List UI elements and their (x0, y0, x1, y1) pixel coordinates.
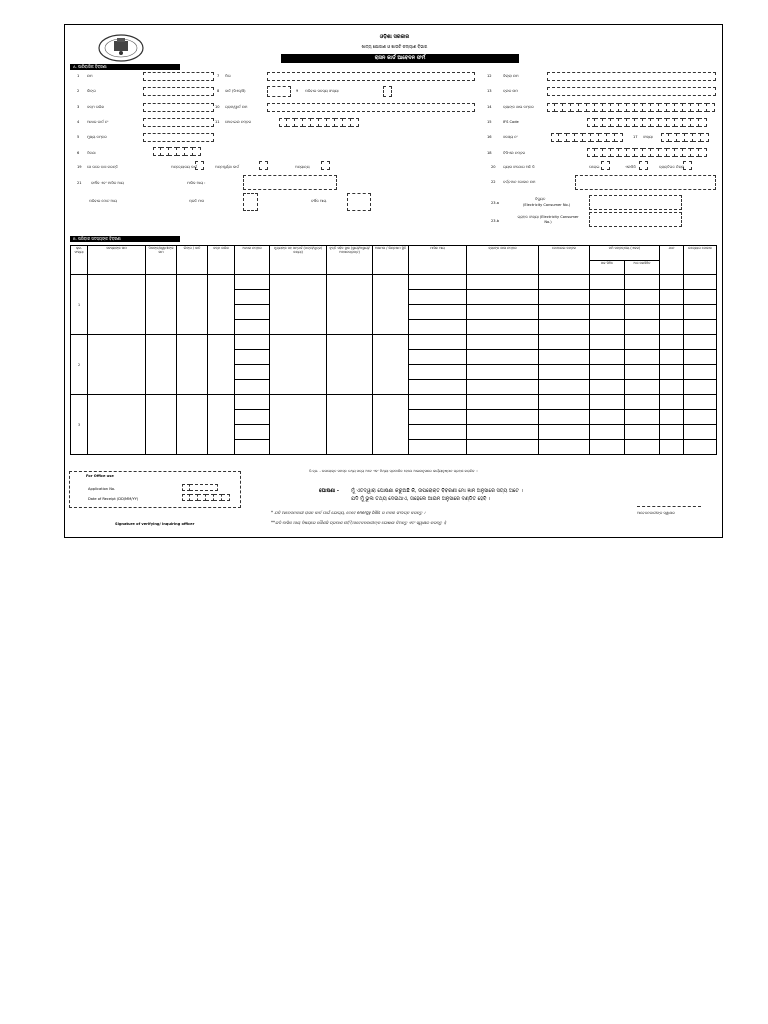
member-cell[interactable] (684, 425, 717, 440)
member-cell[interactable] (539, 440, 590, 455)
member-cell[interactable] (660, 335, 684, 350)
member-cell[interactable] (270, 275, 327, 335)
member-cell[interactable] (625, 440, 660, 455)
member-cell[interactable] (146, 395, 177, 455)
q2-label: ଲିଙ୍ଗ (87, 89, 96, 93)
member-cell[interactable] (235, 440, 270, 455)
member-cell[interactable] (590, 425, 625, 440)
member-cell[interactable] (373, 275, 409, 335)
member-cell[interactable] (625, 365, 660, 380)
aadhaar-input[interactable] (143, 118, 214, 127)
gov-title: ଓଡ଼ିଶା ସରକାର (379, 34, 410, 40)
application-no-label: Application No. (88, 487, 116, 491)
member-cell[interactable] (684, 335, 717, 350)
member-cell[interactable] (409, 425, 467, 440)
member-number-cells[interactable] (551, 133, 623, 142)
application-no-cells[interactable] (182, 484, 218, 491)
q10-num: 10 (215, 105, 220, 109)
member-cell[interactable] (684, 320, 717, 335)
member-cell[interactable] (467, 380, 539, 395)
q7-num: 7 (217, 74, 220, 78)
member-cell[interactable] (539, 320, 590, 335)
col-header-income: ମାସିକ ଆୟ (409, 246, 467, 275)
member-cell[interactable] (660, 275, 684, 290)
col-header-business: ଉଦ୍ୟୋଗ ଦୋକାନ (684, 246, 717, 275)
member-cell[interactable] (177, 335, 208, 395)
ifsc-cells[interactable] (587, 118, 707, 127)
q12-label: ଜିଲ୍ଲା ନାମ (503, 74, 519, 78)
q14-label: ବ୍ୟାଙ୍କ ଖାତା ନମ୍ବର (503, 105, 534, 109)
member-cell[interactable] (660, 425, 684, 440)
member-cell[interactable] (146, 335, 177, 395)
caste-input[interactable] (267, 86, 291, 97)
member-cell[interactable] (235, 425, 270, 440)
member-cell[interactable] (539, 275, 590, 290)
member-cell[interactable] (684, 350, 717, 365)
member-cell[interactable] (88, 335, 146, 395)
members-table (70, 245, 717, 455)
member-cell[interactable] (146, 275, 177, 335)
member-cell[interactable] (409, 350, 467, 365)
q9-num: 9 (296, 89, 299, 93)
dept-title: ଖାଦ୍ୟ ଯୋଗାଣ ଓ ଖାଉଟି କଲ୍ୟାଣ ବିଭାଗ (361, 44, 428, 49)
members-count-box[interactable] (383, 86, 392, 97)
member-cell[interactable] (235, 275, 270, 290)
member-serial: 1 (71, 275, 88, 335)
officer-signature-label: Signature of verifying/ inquiring officer (115, 522, 195, 526)
q3-num: 3 (77, 105, 80, 109)
member-cell[interactable] (590, 275, 625, 290)
q16-num: 16 (487, 135, 492, 139)
q19-option-1: ଅନ୍ତ୍ୟୋଦୟ କାର୍ଡ (171, 165, 198, 169)
q9-label: ପରିବାର ସଦସ୍ୟ ସଂଖ୍ୟା (305, 89, 339, 93)
q6-num: 6 (77, 151, 80, 155)
member-cell[interactable] (235, 365, 270, 380)
member-cell[interactable] (625, 350, 660, 365)
mobile-cells[interactable] (279, 118, 359, 127)
q17-num: 17 (633, 135, 638, 139)
electricity-consumer-input-b[interactable] (589, 212, 682, 227)
q8-label: ଜାତି (ସିଏସ୍/ସି) (225, 89, 246, 93)
member-cell[interactable] (235, 320, 270, 335)
member-cell[interactable] (327, 275, 373, 335)
col-header-land: ଜମି ସମ୍ବନ୍ଧୀୟ (ଏକର) (590, 246, 660, 261)
table-row (71, 275, 717, 290)
member-cell[interactable] (373, 395, 409, 455)
q18-label: ବିପିଏଲ ନମ୍ବର (503, 151, 526, 155)
member-cell[interactable] (684, 365, 717, 380)
q23a-label: ବିଦ୍ୟୁତ (535, 197, 546, 201)
member-cell[interactable] (409, 380, 467, 395)
q20-option-2-checkbox[interactable] (639, 161, 648, 170)
member-cell[interactable] (684, 410, 717, 425)
col-header-mobile: ମୋବାଇଲ ନମ୍ବର (539, 246, 590, 275)
per-month-input[interactable] (243, 193, 258, 211)
member-cell[interactable] (467, 410, 539, 425)
member-cell[interactable] (684, 290, 717, 305)
member-cell[interactable] (235, 350, 270, 365)
q8-num: 8 (217, 89, 220, 93)
col-header-non-irrigated: ଅଣ ଜଳସିଞ୍ଚିତ (625, 260, 660, 275)
q18-num: 18 (487, 151, 492, 155)
q17-label: ସଂଖ୍ୟା (643, 135, 653, 139)
section-b-header: B. ପରିବାର ସଦସ୍ୟଙ୍କ ବିବରଣୀ (70, 236, 180, 242)
member-cell[interactable] (467, 335, 539, 350)
q2-num: 2 (77, 89, 80, 93)
monthly-income-input[interactable] (243, 175, 337, 190)
member-cell[interactable] (590, 335, 625, 350)
member-cell[interactable] (409, 305, 467, 320)
annual-income-input[interactable] (347, 193, 371, 211)
q1-label: ନାମ (87, 74, 93, 78)
member-cell[interactable] (270, 395, 327, 455)
q15-label: IFS Code (503, 120, 519, 124)
member-cell[interactable] (409, 365, 467, 380)
member-cell[interactable] (467, 350, 539, 365)
q5-label: ମୁଖ୍ୟ ନମ୍ବର (87, 135, 107, 139)
q7-label: ପିତା (225, 74, 231, 78)
shop-name-input[interactable] (575, 175, 716, 190)
q11-num: 11 (215, 120, 220, 124)
declaration-line-1: ମୁଁ ଏତଦ୍ୱାରା ଘୋଷଣା କରୁଅଛି କି, ଉପରୋକ୍ତ ବିବରଣୀ ମୋ ଜ୍ଞାନ ଅନୁସାରେ ସତ୍ୟ ଅଟେ । (351, 488, 523, 494)
q6-label: ଠିକଣା (87, 151, 96, 155)
q23a-num: 23.a (491, 201, 499, 205)
electricity-consumer-input-a[interactable] (589, 195, 682, 210)
col-header-father: ପିତାଙ୍କ/ସ୍ୱାମୀଙ୍କ ନାମ (146, 246, 177, 275)
member-cell[interactable] (373, 335, 409, 395)
q3-label: ଜନ୍ମ ତାରିଖ (87, 105, 105, 109)
q10-label: ଗ୍ରାମ/ୱାର୍ଡ ନାମ (225, 105, 248, 109)
member-cell[interactable] (467, 395, 539, 410)
address-cells[interactable] (153, 147, 201, 156)
note-double-star: **ଯଦି ମାସିକ ଆୟ ବିଷୟରେ କୌଣସି ପ୍ରମାଣ ନାହିଁ (ଆବେଦନକାରୀଙ୍କ ଘୋଷଣା ଦିଅନ୍ତୁ ଏବଂ ସ୍ୱାକ୍ଷର କରନ୍ତୁ ।) (271, 520, 447, 525)
member-cell[interactable] (625, 425, 660, 440)
q19-option-1-checkbox[interactable] (195, 161, 204, 170)
member-cell[interactable] (409, 275, 467, 290)
member-cell[interactable] (208, 275, 235, 335)
member-cell[interactable] (467, 290, 539, 305)
member-cell[interactable] (270, 335, 327, 395)
q19-num: 19 (77, 165, 82, 169)
q22-num: 22 (491, 180, 496, 184)
member-cell[interactable] (684, 275, 717, 290)
member-cell[interactable] (625, 380, 660, 395)
member-cell[interactable] (625, 320, 660, 335)
member-cell[interactable] (467, 275, 539, 290)
member-cell[interactable] (235, 410, 270, 425)
member-cell[interactable] (660, 290, 684, 305)
member-cell[interactable] (88, 395, 146, 455)
member-cell[interactable] (88, 275, 146, 335)
member-cell[interactable] (684, 380, 717, 395)
member-cell[interactable] (208, 335, 235, 395)
col-header-bank: ବ୍ୟାଙ୍କ ଖାତା ନମ୍ବର (467, 246, 539, 275)
date-of-receipt-cells[interactable] (182, 494, 230, 501)
footer-note: ବି.ଦ୍ର. - ଉପରୋକ୍ତ ସମସ୍ତ ତଥ୍ୟ ସତ୍ୟ ଅଟେ ଏବଂ ମିଥ୍ୟା ପ୍ରମାଣିତ ହେଲେ ଆଇନାନୁସାରେ କାର୍ଯ୍ୟାନୁଷ୍ଠାନ ଗ୍ରହଣ କରାଯିବ । (309, 469, 478, 473)
q19-option-2: ଅନ୍ନପୂର୍ଣ୍ଣା କାର୍ଡ (215, 165, 240, 169)
count-cells[interactable] (661, 133, 709, 142)
col-header-vehicle: ଯାନ (660, 246, 684, 275)
q20-option-2: ଏଲପିଜି (625, 165, 636, 169)
member-cell[interactable] (660, 365, 684, 380)
member-cell[interactable] (660, 320, 684, 335)
member-cell[interactable] (590, 440, 625, 455)
head-number-input[interactable] (143, 133, 214, 142)
member-cell[interactable] (684, 395, 717, 410)
q15-num: 15 (487, 120, 492, 124)
member-cell[interactable] (625, 305, 660, 320)
q20-option-3: ବ୍ୟକ୍ତିଗତ ନିୟମ (659, 165, 685, 169)
member-cell[interactable] (660, 440, 684, 455)
col-header-irrigated: ଜଳ ସିଞ୍ଚିତ (590, 260, 625, 275)
member-cell[interactable] (660, 410, 684, 425)
member-cell[interactable] (539, 425, 590, 440)
member-cell[interactable] (590, 380, 625, 395)
date-of-receipt-label: Date of Receipt (DD/MM/YY) (88, 497, 139, 501)
member-cell[interactable] (684, 305, 717, 320)
declaration-line-2: ଯଦି ମୁଁ ଭୁଲ ତଥ୍ୟ ଦେଇଥାଏ, ତାହେଲେ ଆଇନ ଅନୁସାରେ ଦଣ୍ଡିତ ହେବି । (351, 496, 491, 502)
col-header-gender: ଲିଙ୍ଗ / ଜାତି (177, 246, 208, 275)
member-cell[interactable] (539, 395, 590, 410)
q20-option-3-checkbox[interactable] (683, 161, 692, 170)
member-cell[interactable] (235, 395, 270, 410)
q22-label: ବର୍ତ୍ତମାନ ଦୋକାନ ନାମ (503, 180, 536, 184)
member-cell[interactable] (409, 335, 467, 350)
member-cell[interactable] (208, 395, 235, 455)
member-cell[interactable] (177, 395, 208, 455)
q20-num: 20 (491, 165, 496, 169)
member-cell[interactable] (625, 395, 660, 410)
member-cell[interactable] (235, 290, 270, 305)
col-header-aadhaar: ଆଧାର ନମ୍ବର (235, 246, 270, 275)
member-cell[interactable] (409, 290, 467, 305)
member-cell[interactable] (625, 410, 660, 425)
q23b-num: 23.b (491, 219, 499, 223)
member-cell[interactable] (660, 380, 684, 395)
q19-label: ସେ ଘରେ ବାସ କରନ୍ତି (87, 165, 118, 169)
member-cell[interactable] (590, 395, 625, 410)
q19-option-3: ଅନ୍ୟାନ୍ୟ (295, 165, 310, 169)
block-input[interactable] (547, 87, 716, 96)
q21-label: ବାର୍ଷିକ ଏବଂ ମାସିକ ଆୟ (91, 181, 124, 185)
q12-num: 12 (487, 74, 492, 78)
q21-sub-2: ପ୍ରତି ମାସ (189, 199, 204, 203)
col-header-relation: ମୁଖ୍ୟଙ୍କ ସହ ସମ୍ପର୍କ (ପତ୍ନୀ/ପୁତ୍ର/କନ୍ୟା) (270, 246, 327, 275)
member-cell[interactable] (539, 410, 590, 425)
col-header-serial: କ୍ର. ସଂଖ୍ୟା (71, 246, 88, 275)
applicant-signature-line (637, 506, 701, 507)
q21-num: 21 (77, 181, 82, 185)
table-row (71, 335, 717, 350)
col-header-disability: ଅକ୍ଷମତା / ଭିନ୍ନକ୍ଷମ ସ୍ଥିତି (373, 246, 409, 275)
member-cell[interactable] (467, 305, 539, 320)
col-header-occupation: ବୃତ୍ତି ସହିତ ସ୍ଥାନ (ସ୍ଥାୟୀ/ଅସ୍ଥାୟୀ/ଅବସରପ୍ରାପ୍ତ) (327, 246, 373, 275)
member-cell[interactable] (235, 305, 270, 320)
member-cell[interactable] (660, 305, 684, 320)
village-input[interactable] (267, 103, 475, 112)
q4-label: ଆଧାର କାର୍ଡ ନଂ (87, 120, 109, 124)
member-cell[interactable] (590, 320, 625, 335)
col-header-name: ସଦସ୍ୟଙ୍କ ନାମ (88, 246, 146, 275)
gender-input[interactable] (143, 87, 214, 96)
member-cell[interactable] (625, 275, 660, 290)
member-cell[interactable] (177, 275, 208, 335)
section-a-header: A. ପାରିବାରିକ ବିବରଣୀ (70, 64, 180, 70)
q1-num: 1 (77, 74, 80, 78)
member-serial: 3 (71, 395, 88, 455)
q23a-sublabel: (Electricity Consumer No.) (523, 203, 571, 207)
dob-input[interactable] (143, 103, 214, 112)
application-form (64, 24, 723, 538)
member-cell[interactable] (409, 410, 467, 425)
member-cell[interactable] (235, 335, 270, 350)
member-serial: 2 (71, 335, 88, 395)
member-cell[interactable] (625, 290, 660, 305)
member-cell[interactable] (327, 395, 373, 455)
q13-label: ବ୍ଲକ ନାମ (503, 89, 518, 93)
father-input[interactable] (267, 72, 475, 81)
q4-num: 4 (77, 120, 80, 124)
member-cell[interactable] (539, 290, 590, 305)
q13-num: 13 (487, 89, 492, 93)
q21-sub-1: ପରିବାର ମୋଟ ଆୟ (89, 199, 117, 203)
member-cell[interactable] (467, 440, 539, 455)
q23b-label: ଗ୍ରାହକ ସଂଖ୍ୟା (Electricity Consumer No.) (517, 215, 579, 224)
office-use-box (69, 471, 241, 508)
q20-option-1: ଘରୋଇ (589, 165, 600, 169)
member-cell[interactable] (660, 395, 684, 410)
member-cell[interactable] (590, 290, 625, 305)
member-cell[interactable] (590, 365, 625, 380)
q19-option-2-checkbox[interactable] (259, 161, 268, 170)
member-cell[interactable] (539, 350, 590, 365)
member-cell[interactable] (409, 395, 467, 410)
member-cell[interactable] (684, 440, 717, 455)
member-cell[interactable] (660, 350, 684, 365)
bank-account-cells[interactable] (547, 103, 715, 112)
q20-label: ଗ୍ୟାସ ସଂଯୋଗ ଅଛି କି (503, 165, 535, 169)
member-cell[interactable] (590, 350, 625, 365)
member-cell[interactable] (539, 380, 590, 395)
member-cell[interactable] (590, 305, 625, 320)
q5-num: 5 (77, 135, 80, 139)
q21-income-label: ମାସିକ ଆୟ : (187, 181, 206, 185)
q20-option-1-checkbox[interactable] (601, 161, 610, 170)
q19-option-3-checkbox[interactable] (321, 161, 330, 170)
member-cell[interactable] (590, 410, 625, 425)
applicant-signature-label: ଆବେଦନକାରୀଙ୍କ ସ୍ୱାକ୍ଷର (637, 511, 675, 515)
member-cell[interactable] (467, 320, 539, 335)
declaration-heading: ଘୋଷଣା - (319, 488, 339, 494)
member-cell[interactable] (467, 365, 539, 380)
district-input[interactable] (547, 72, 716, 81)
office-use-label: For Office use (86, 474, 114, 478)
member-cell[interactable] (409, 320, 467, 335)
member-cell[interactable] (327, 335, 373, 395)
member-cell[interactable] (409, 440, 467, 455)
member-cell[interactable] (625, 335, 660, 350)
q11-label: ମୋବାଇଲ ନମ୍ବର (225, 120, 252, 124)
member-cell[interactable] (539, 335, 590, 350)
q14-num: 14 (487, 105, 492, 109)
name-input[interactable] (143, 72, 214, 81)
q21-sub-3: ବର୍ଷିକ ଆୟ (311, 199, 327, 203)
member-cell[interactable] (539, 305, 590, 320)
member-cell[interactable] (467, 425, 539, 440)
form-title: ରାସନ କାର୍ଡ ଆବେଦନ ଫର୍ମ (281, 54, 519, 63)
note-star: * ଯଦି ଆବେଦନକାରୀ ରାସନ କାର୍ଡ ପାଇଁ ଯୋଗ୍ୟ, ତେବେ energy bills ର ନକଲ ସଂଲଗ୍ନ କରନ୍ତୁ । (271, 510, 426, 515)
col-header-dob: ଜନ୍ମ ତାରିଖ (208, 246, 235, 275)
member-cell[interactable] (539, 365, 590, 380)
q16-label: ସଦସ୍ୟ ନଂ (503, 135, 518, 139)
table-row (71, 395, 717, 410)
bpl-cells[interactable] (587, 148, 707, 157)
member-cell[interactable] (235, 380, 270, 395)
